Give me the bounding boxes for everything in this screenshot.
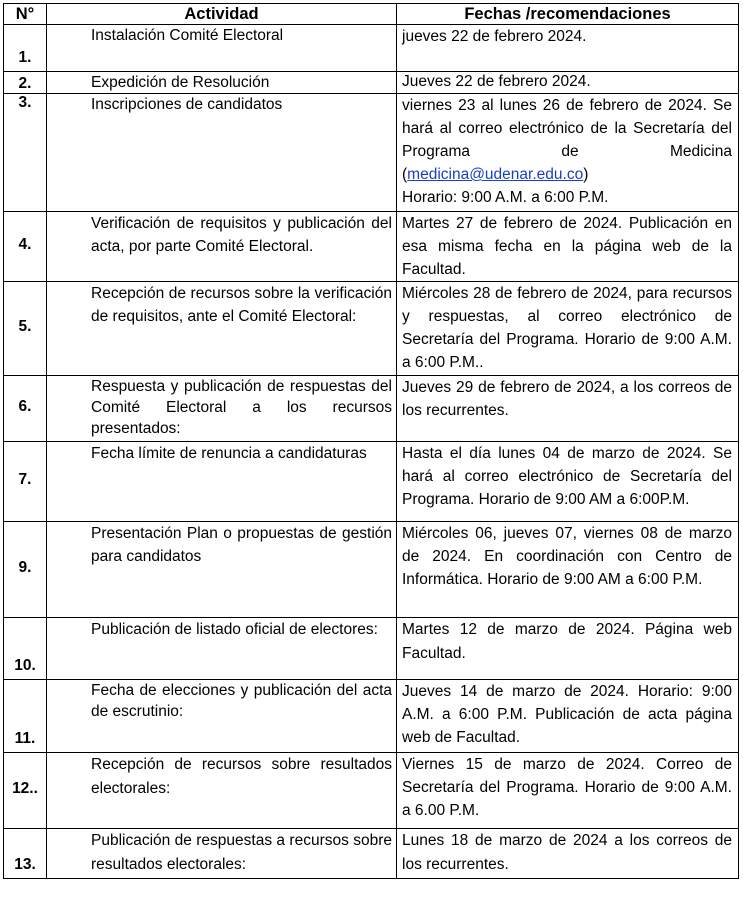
header-activity: Actividad (47, 4, 397, 25)
row-dates: Miércoles 06, jueves 07, viernes 08 de marzo de 2024. En coordinación con Centro de Informática. Horario de 9:00 AM a 6:00 P.M. (397, 522, 739, 618)
row-number: 7. (4, 442, 47, 522)
schedule-text: Horario: 9:00 A.M. a 6:00 P.M. (402, 189, 609, 206)
row-activity: Publicación de listado oficial de electores: (47, 618, 397, 680)
row-activity: Fecha límite de renuncia a candidaturas (47, 442, 397, 522)
row-number: 10. (4, 618, 47, 680)
row-dates: Lunes 18 de marzo de 2024 a los correos de los recurrentes. (397, 829, 739, 879)
row-activity: Verificación de requisitos y publicación del acta, por parte Comité Electoral. (47, 212, 397, 282)
row-number: 11. (4, 680, 47, 753)
row-number: 5. (4, 282, 47, 376)
table-row (4, 442, 739, 522)
dates-text: viernes 23 al lunes 26 de febrero de 2024. Se hará al correo electrónico de la Secretaría del Programa de Medicina ( (402, 97, 732, 183)
row-activity: Recepción de recursos sobre resultados electorales: (47, 753, 397, 829)
row-dates: Martes 12 de marzo de 2024. Página web Facultad. (397, 618, 739, 680)
header-num: N° (4, 4, 47, 25)
row-dates: Jueves 22 de febrero 2024. (397, 72, 739, 94)
row-activity: Publicación de respuestas a recursos sobre resultados electorales: (47, 829, 397, 879)
row-number: 6. (4, 376, 47, 442)
row-dates: Martes 27 de febrero de 2024. Publicación en esa misma fecha en la página web de la Facultad. (397, 212, 739, 282)
schedule-table (3, 3, 739, 879)
table-row (4, 282, 739, 376)
table-row (4, 25, 739, 72)
row-number: 9. (4, 522, 47, 618)
header-dates: Fechas /recomendaciones (397, 4, 739, 25)
email-link[interactable]: medicina@udenar.edu.co (407, 166, 584, 183)
table-row (4, 753, 739, 829)
row-number: 2. (4, 72, 47, 94)
table-row (4, 618, 739, 680)
row-activity: Instalación Comité Electoral (47, 25, 397, 72)
table-row (4, 680, 739, 753)
row-activity: Recepción de recursos sobre la verificación de requisitos, ante el Comité Electoral: (47, 282, 397, 376)
row-number: 12.. (4, 753, 47, 829)
row-number: 1. (4, 25, 47, 72)
row-dates: jueves 22 de febrero 2024. (397, 25, 739, 72)
row-dates: Jueves 29 de febrero de 2024, a los correos de los recurrentes. (397, 376, 739, 442)
row-activity: Inscripciones de candidatos (47, 94, 397, 212)
row-dates: Hasta el día lunes 04 de marzo de 2024. Se hará al correo electrónico de Secretaría del Programa. Horario de 9:00 AM a 6:00P.M. (397, 442, 739, 522)
dates-text-end: ) (583, 166, 589, 183)
header-row (4, 4, 739, 25)
row-dates: Viernes 15 de marzo de 2024. Correo de Secretaría del Programa. Horario de 9:00 A.M. a 6.00 P.M. (397, 753, 739, 829)
row-number: 13. (4, 829, 47, 879)
table-row (4, 829, 739, 879)
row-activity: Presentación Plan o propuestas de gestión para candidatos (47, 522, 397, 618)
table-row (4, 376, 739, 442)
row-dates: Miércoles 28 de febrero de 2024, para recursos y respuestas, al correo electrónico de Secretaría del Programa. Horario de 9:00 A.M. a 6:00 P.M.. (397, 282, 739, 376)
row-number: 3. (4, 94, 47, 212)
table-row (4, 94, 739, 212)
table-row (4, 212, 739, 282)
row-dates: Jueves 14 de marzo de 2024. Horario: 9:00 A.M. a 6:00 P.M. Publicación de acta página web de Facultad. (397, 680, 739, 753)
row-activity: Fecha de elecciones y publicación del acta de escrutinio: (47, 680, 397, 753)
row-activity: Respuesta y publicación de respuestas del Comité Electoral a los recursos presentados: (47, 376, 397, 442)
row-activity: Expedición de Resolución (47, 72, 397, 94)
row-dates (397, 94, 739, 212)
table-row (4, 522, 739, 618)
table-row (4, 72, 739, 94)
row-number: 4. (4, 212, 47, 282)
